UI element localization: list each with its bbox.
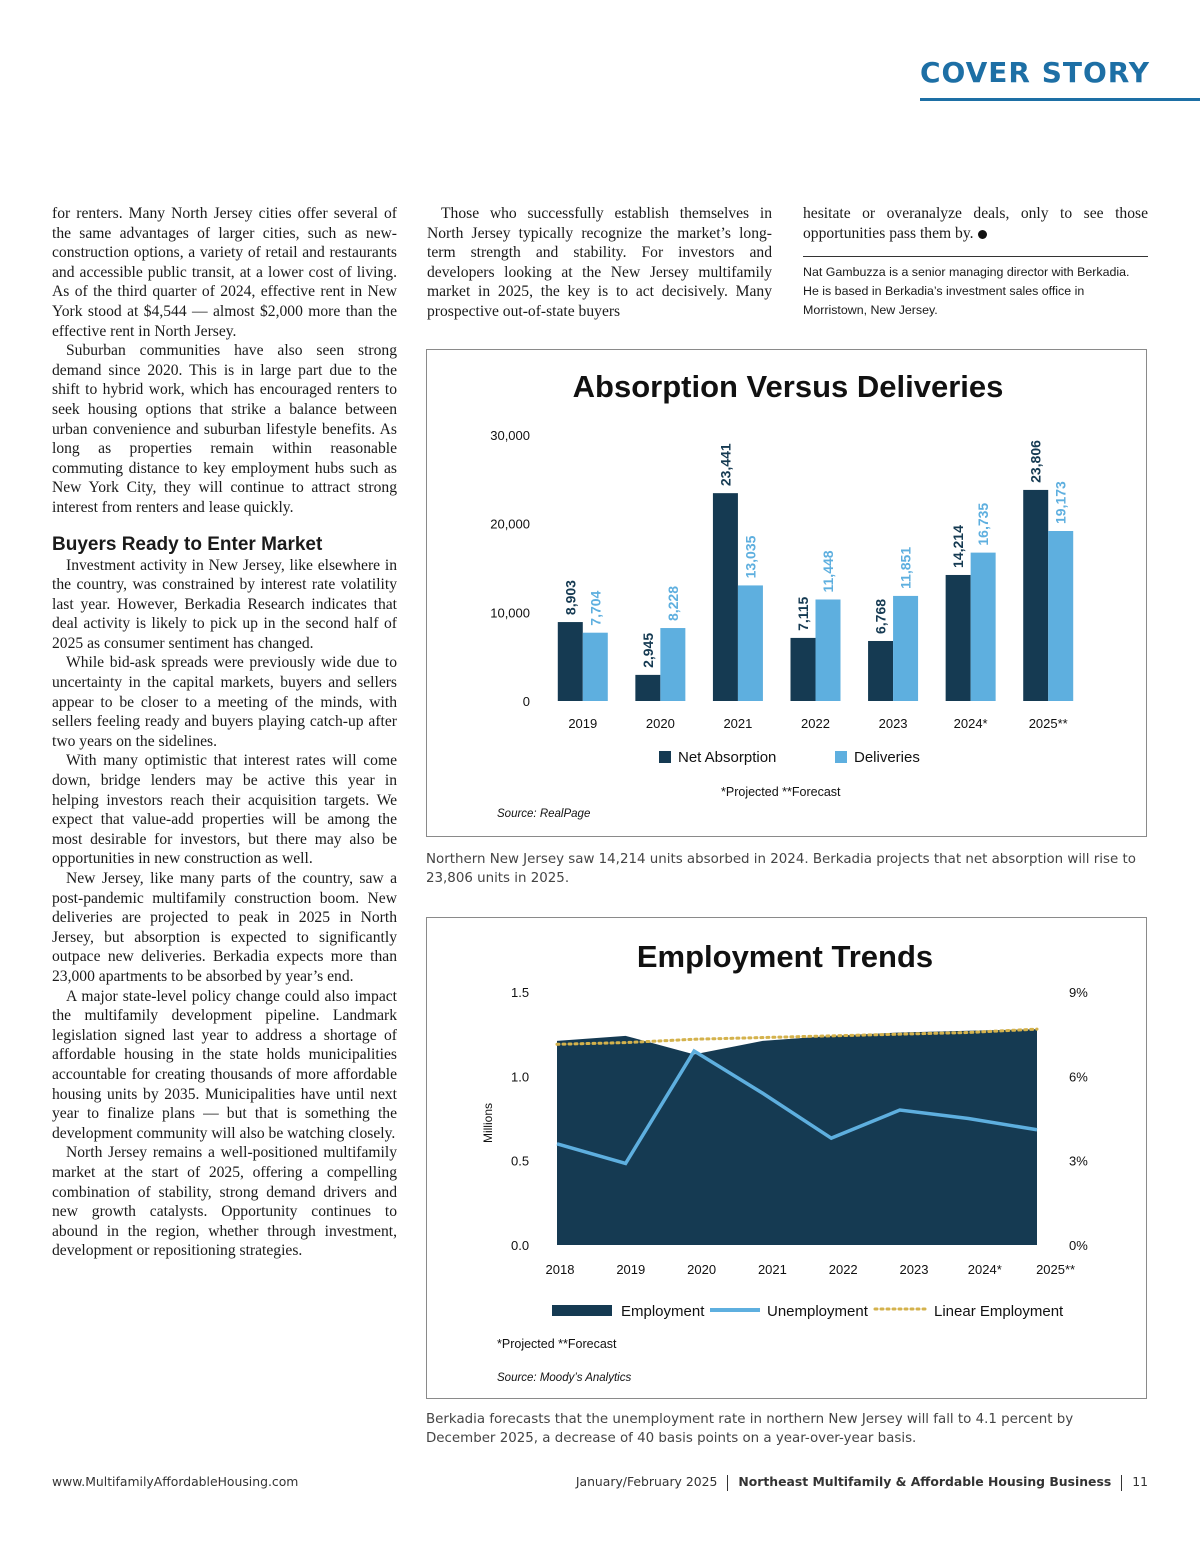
bio-line: Nat Gambuzza is a senior managing director with Berkadia. [803,265,1130,279]
x-tick-label: 2020 [645,716,675,731]
y-axis-label: Millions [481,1102,495,1144]
legend-swatch [659,751,671,763]
paragraph: North Jersey remains a well-positioned multifamily market at the start of 2025, offering a compelling combination of stability, strong demand drivers and new growth catalysts. Opportunity continues to abound in the region, whether through investment, development or repositioning strategies. [52,1144,397,1260]
bar-value-label: 7,115 [795,596,811,631]
employment-chart [426,917,1147,1399]
bar-value-label: 7,704 [587,590,604,626]
legend-label: Unemployment [767,1303,868,1320]
bar-net-absorption [868,641,893,701]
absorption-chart-svg [427,350,1146,836]
bar-value-label: 23,806 [1027,440,1044,483]
x-tick-label: 2023 [878,716,908,731]
legend-swatch [835,751,847,763]
bar-value-label: 11,448 [820,550,836,593]
page-number: 11 [1132,1474,1148,1489]
article-column-2 [427,204,772,322]
bar-value-label: 14,214 [950,525,967,568]
bar-value-label: 13,035 [742,535,759,579]
legend-label: Deliveries [854,749,920,766]
bar-deliveries [738,585,763,701]
bar-deliveries [893,596,918,701]
article-column-1 [52,204,397,1261]
paragraph: Those who successfully establish themselves in North Jersey typically recognize the market’s long-term strength and stability. For investors and developers looking at the New Jersey multifamily market in 2025, the key is to act decisively. Many prospective out-of-state buyers [427,205,772,320]
paragraph: Suburban communities have also seen strong demand since 2020. This is in large part due to the shift to hybrid work, which has encouraged renters to seek housing options that strike a balance between urban convenience and suburban lifestyle benefits. As long as properties remain within reasonable commuting distance to key employment hubs such as New York City, they will continue to attract strong interest from renters and lease quickly. [52,342,397,516]
bar-net-absorption [713,493,738,701]
footer-date: January/February 2025 [575,1474,718,1489]
chart-title: Employment Trends [636,939,934,974]
x-tick-label: 2021 [723,716,753,731]
section-header [920,56,1200,101]
x-tick-label: 2021 [757,1262,787,1277]
bar-value-label: 16,735 [975,502,992,546]
y-tick-label: 30,000 [490,428,530,443]
article-column-3 [803,204,1148,243]
employment-chart-svg [427,918,1146,1398]
paragraph: A major state-level policy change could also impact the multifamily development pipeline. Landmark legislation signed last year to address a shortage of affordable housing in the state holds municipalities accountable for creating thousands of more affordable housing units by 2035. Municipalities have until next year to finalize plans — but that is something the development community will also be watching closely. [52,987,397,1142]
y2-tick-label: 3% [1069,1153,1088,1169]
paragraph: New Jersey, like many parts of the country, saw a post-pandemic multifamily construction boom. New deliveries are projected to peak in 2025 in North Jersey, but absorption is expected to significantly outpace new deliveries. Berkadia expects more than 23,000 apartments to be absorbed by year’s end. [52,870,397,985]
absorption-chart-caption: Northern New Jersey saw 14,214 units absorbed in 2024. Berkadia projects that net absorption will rise to 23,806 units in 2025. [426,852,1136,886]
end-mark-icon [978,230,987,239]
x-tick-label: 2019 [616,1262,646,1277]
x-tick-label: 2020 [687,1262,717,1277]
bar-deliveries [816,599,841,701]
legend-label: Linear Employment [934,1303,1064,1320]
footer-separator [1121,1475,1122,1491]
subhead: Buyers Ready to Enter Market [52,533,323,555]
footer-right [576,1474,1148,1491]
x-tick-label: 2024* [967,1262,1002,1277]
bar-net-absorption [1023,490,1048,701]
y-tick-label: 1.5 [511,985,530,1000]
bar-net-absorption [635,675,660,701]
paragraph: With many optimistic that interest rates will come down, bridge lenders may be active this year in helping investors reach their acquisition targets. We expect that value-add properties will be among the most desirable for investors, but there may also be opportunities in new construction as well. [52,752,397,868]
x-tick-label: 2022 [828,1262,858,1277]
x-tick-label: 2022 [801,716,830,731]
y-tick-label: 0 [522,694,530,709]
bar-deliveries [971,553,996,701]
x-tick-label: 2025** [1028,716,1068,731]
legend-swatch-employment [552,1305,612,1316]
y2-tick-label: 9% [1069,985,1088,1000]
x-tick-label: 2023 [899,1262,929,1277]
bar-value-label: 23,441 [717,443,734,487]
author-bio [803,256,1148,320]
y2-tick-label: 0% [1069,1238,1088,1253]
bar-value-label: 19,173 [1052,481,1069,524]
absorption-chart [426,349,1147,837]
y-tick-label: 20,000 [490,516,530,532]
section-title: COVER STORY [920,56,1151,89]
bar-value-label: 8,228 [664,585,681,622]
bar-value-label: 2,945 [639,632,656,668]
bar-deliveries [583,633,608,701]
y2-tick-label: 6% [1069,1069,1088,1085]
bar-deliveries [660,628,685,701]
chart-title: Absorption Versus Deliveries [572,369,1004,404]
bar-net-absorption [558,622,583,701]
paragraph: Investment activity in New Jersey, like elsewhere in the country, was constrained by interest rate volatility last year. However, Berkadia Research indicates that deal activity is likely to pick up in the second half of 2025 as consumer sentiment has changed. [52,556,397,652]
employment-chart-caption: Berkadia forecasts that the unemployment rate in northern New Jersey will fall to 4.1 percent by December 2025, a decrease of 40 basis points on a year-over-year basis. [426,1412,1074,1446]
chart-source: Source: RealPage [497,808,591,820]
bar-net-absorption [946,575,971,701]
legend-label: Net Absorption [678,749,777,766]
chart-note: *Projected **Forecast [721,785,841,799]
x-tick-label: 2024* [953,716,988,731]
x-tick-label: 2019 [568,716,598,731]
y-tick-label: 0.0 [511,1238,530,1253]
employment-area [557,1029,1037,1245]
bar-deliveries [1048,531,1073,701]
x-tick-label: 2025** [1036,1262,1076,1277]
paragraph: for renters. Many North Jersey cities offer several of the same advantages of larger cities, such as new-construction options, a variety of retail and restaurants and accessible public transit, at a lower cost of living. As of the third quarter of 2024, effective rent in New York stood at $4,544 — almost $2,000 more than the effective rent in North Jersey. [52,205,397,340]
paragraph [803,204,1148,243]
y-tick-label: 10,000 [490,605,530,621]
bar-value-label: 11,851 [897,546,914,589]
y-tick-label: 0.5 [511,1153,530,1169]
bar-value-label: 6,768 [872,598,889,634]
chart-note: *Projected **Forecast [497,1337,617,1351]
bar-net-absorption [791,638,816,701]
y-tick-label: 1.0 [511,1069,530,1085]
x-tick-label: 2018 [545,1262,575,1277]
bio-line: He is based in Berkadia’s investment sales office in Morristown, New Jersey. [803,284,1085,317]
footer-website: www.MultifamilyAffordableHousing.com [52,1474,299,1489]
chart-source: Source: Moody’s Analytics [497,1372,632,1384]
paragraph: While bid-ask spreads were previously wide due to uncertainty in the capital markets, buyers and sellers appear to be closer to a meeting of the minds, with sellers feeling ready and buyers playing catch-up after two years on the sidelines. [52,654,397,750]
paragraph-text: hesitate or overanalyze deals, only to see those opportunities pass them by. [803,205,1148,242]
footer-separator [727,1475,728,1491]
legend-label: Employment [621,1303,705,1320]
bar-value-label: 8,903 [562,580,579,616]
footer-publication: Northeast Multifamily & Affordable Housing Business [738,1474,1112,1489]
